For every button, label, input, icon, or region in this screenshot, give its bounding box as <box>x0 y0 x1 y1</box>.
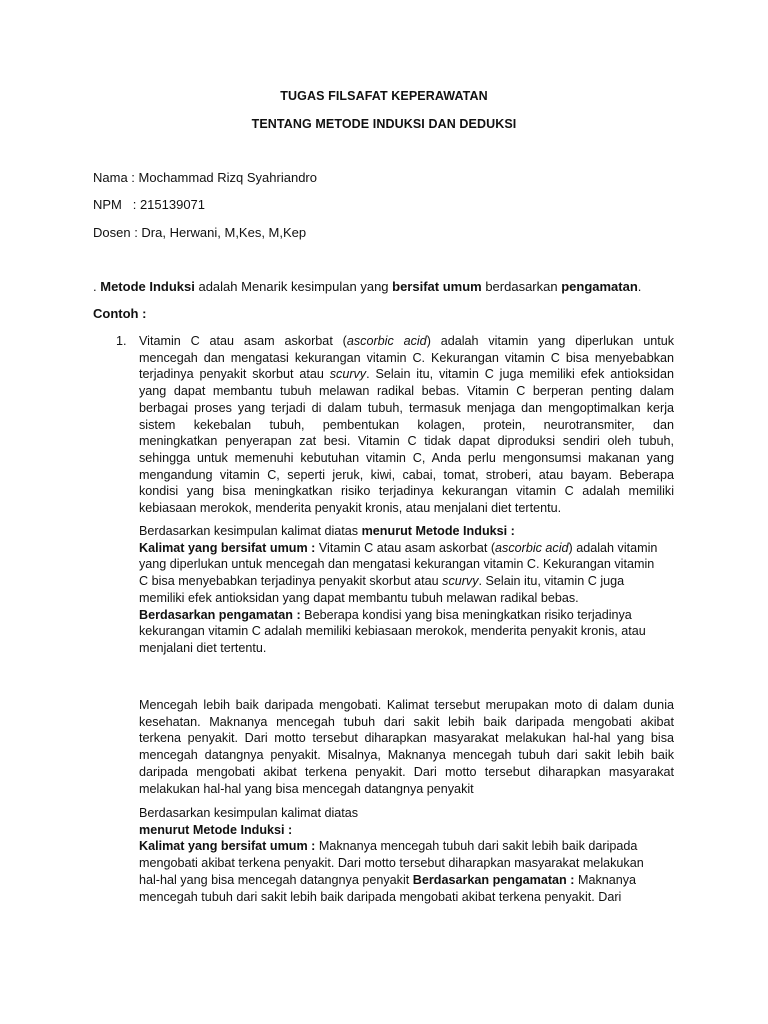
analysis-2-pengamatan-line-2: mencegah tubuh dari sakit lebih baik daripada mengobati akibat terkena penyakit. Dari <box>139 889 622 904</box>
text-segment: mengandung vitamin C, seperti jeruk, kiwi, cabai, tomat, stroberi, atau bayam. Beberapa <box>139 467 674 482</box>
text-segment: yang dapat membantu tubuh melawan radikal bebas. Vitamin C berperan penting dalam <box>139 384 674 399</box>
contoh-label-text: Contoh : <box>93 306 147 321</box>
definition-bold-2: pengamatan <box>561 279 638 294</box>
example-1-line <box>139 467 674 484</box>
example-1-line <box>139 417 674 434</box>
analysis-2-umum-line-3 <box>139 872 679 889</box>
text-segment: berbagai proses yang terjadi di dalam tubuh, termasuk menjaga dan mengoptimalkan kerja <box>139 400 674 415</box>
list-number-1: 1. <box>116 334 127 348</box>
analysis-1-pengamatan-1: Beberapa kondisi yang bisa meningkatkan risiko terjadinya <box>300 607 632 622</box>
text-segment: Vitamin C atau asam askorbat ( <box>139 334 347 348</box>
student-name: Nama : Mochammad Rizq Syahriandro <box>93 170 317 185</box>
text-segment: sistem kekebalan tubuh, pembentukan kolagen, protein, neurotransmiter, dan <box>139 417 674 432</box>
text-segment: mencegah dan mengatasi kekurangan vitamin C. Kekurangan vitamin C bisa menyebabkan <box>139 350 674 365</box>
example-1-line <box>139 366 674 383</box>
example-1-line <box>139 400 674 417</box>
analysis-2-umum-line-1 <box>139 838 679 855</box>
analysis-1 <box>139 523 679 657</box>
analysis-1-umum-line-2: yang diperlukan untuk mencegah dan mengatasi kekurangan vitamin C. Kekurangan vitamin <box>139 557 655 572</box>
definition-text-1: adalah Menarik kesimpulan yang <box>194 279 393 294</box>
italic-term: ascorbic acid <box>346 334 427 348</box>
analysis-1-pengamatan-label: Berdasarkan pengamatan : <box>139 607 301 622</box>
analysis-1-pengamatan-line-2: kekurangan vitamin C adalah memiliki kebiasaan merokok, menderita penyakit kronis, atau <box>139 624 646 639</box>
contoh-label <box>93 306 146 321</box>
example-1-line <box>139 433 674 450</box>
analysis-2-umum-label: Kalimat yang bersifat umum : <box>139 839 316 854</box>
example-2-line: melakukan hal-hal yang bisa mencegah datangnya penyakit <box>139 781 474 796</box>
analysis-2-intro-bold <box>139 822 679 839</box>
example-1-line <box>139 450 674 467</box>
example-2-line: mencegah datangnya penyakit. Misalnya, Maknanya mencegah tubuh dari sakit lebih baik <box>139 748 674 763</box>
example-2-paragraph <box>139 697 674 797</box>
text-segment: meningkatkan penyerapan zat besi. Vitamin C tidak dapat diproduksi sendiri oleh tubuh, <box>139 434 674 449</box>
definition-sentence <box>93 279 641 294</box>
definition-term: Metode Induksi <box>100 279 195 294</box>
example-2-line: terkena penyakit. Dari motto tersebut diharapkan masyarakat melakukan hal-hal yang bisa <box>139 731 674 746</box>
document-subtitle: TENTANG METODE INDUKSI DAN DEDUKSI <box>251 117 517 131</box>
example-2-line: kesehatan. Maknanya mencegah tubuh dari sakit lebih baik daripada mengobati akibat <box>139 714 674 729</box>
analysis-1-umum-3b: . Selain itu, vitamin C juga <box>478 574 625 589</box>
italic-term: scurvy <box>329 367 367 382</box>
analysis-2-pengamatan-label: Berdasarkan pengamatan : <box>412 872 575 887</box>
example-1-line <box>139 383 674 400</box>
analysis-1-intro-bold: menurut Metode Induksi : <box>361 524 515 538</box>
definition-text-2: berdasarkan <box>481 279 562 294</box>
analysis-2 <box>139 805 679 905</box>
analysis-2-umum-1: Maknanya mencegah tubuh dari sakit lebih baik daripada <box>315 839 638 854</box>
analysis-1-umum-1b: ) adalah vitamin <box>568 540 658 555</box>
analysis-1-umum-3a: C bisa menyebabkan terjadinya penyakit skorbut atau <box>139 574 443 589</box>
example-1-line <box>139 483 674 500</box>
analysis-1-umum-line-3 <box>139 573 679 590</box>
student-npm: NPM : 215139071 <box>93 197 206 212</box>
analysis-2-intro-bold-text: menurut Metode Induksi : <box>139 822 293 837</box>
analysis-1-umum-3i: scurvy <box>442 574 479 589</box>
analysis-2-pengamatan-1: Maknanya <box>574 872 637 887</box>
document-title: TUGAS FILSAFAT KEPERAWATAN <box>280 89 488 103</box>
text-segment: ) adalah vitamin yang diperlukan untuk <box>426 334 674 348</box>
text-segment: sehingga untuk memenuhi kebutuhan vitamin C, Anda perlu mengonsumsi makanan yang <box>139 450 674 465</box>
example-1-line <box>139 500 674 517</box>
example-2-line: daripada mengobati akibat terkena penyakit. Dari motto tersebut diharapkan masyarakat <box>139 764 674 779</box>
definition-bold-1: bersifat umum <box>392 279 482 294</box>
example-1-paragraph <box>139 333 674 517</box>
text-segment: kebiasaan merokok, menderita penyakit kronis, atau menjalani diet tertentu. <box>139 501 562 516</box>
analysis-1-intro-text: Berdasarkan kesimpulan kalimat diatas <box>139 524 362 538</box>
example-2-line: Mencegah lebih baik daripada mengobati. Kalimat tersebut merupakan moto di dalam dunia <box>139 698 674 712</box>
analysis-2-intro: Berdasarkan kesimpulan kalimat diatas <box>139 806 359 820</box>
example-1-line <box>139 333 674 350</box>
text-segment: kondisi yang bisa meningkatkan risiko terjadinya kekurangan vitamin C adalah memiliki <box>139 484 674 499</box>
text-segment: . Selain itu, vitamin C juga memiliki efek antioksidan <box>366 367 674 382</box>
analysis-1-umum-1a: Vitamin C atau asam askorbat ( <box>315 540 496 555</box>
definition-suffix: . <box>637 279 642 294</box>
analysis-1-umum-line-1 <box>139 540 679 557</box>
analysis-2-umum-3a: hal-hal yang bisa mencegah datangnya penyakit <box>139 872 413 887</box>
analysis-1-intro <box>139 523 679 540</box>
analysis-1-umum-label: Kalimat yang bersifat umum : <box>139 540 316 555</box>
analysis-1-pengamatan-line-3: menjalani diet tertentu. <box>139 640 267 655</box>
analysis-1-umum-1i: ascorbic acid <box>495 540 569 555</box>
analysis-1-umum-line-4: memiliki efek antioksidan yang dapat membantu tubuh melawan radikal bebas. <box>139 590 579 605</box>
analysis-1-pengamatan-line-1 <box>139 607 679 624</box>
example-1-line <box>139 350 674 367</box>
definition-prefix: . <box>93 279 101 294</box>
text-segment: terjadinya penyakit skorbut atau <box>139 367 330 382</box>
lecturer-name: Dosen : Dra, Herwani, M,Kes, M,Kep <box>93 225 307 240</box>
analysis-2-umum-line-2: mengobati akibat terkena penyakit. Dari motto tersebut diharapkan masyarakat melakukan <box>139 856 644 871</box>
